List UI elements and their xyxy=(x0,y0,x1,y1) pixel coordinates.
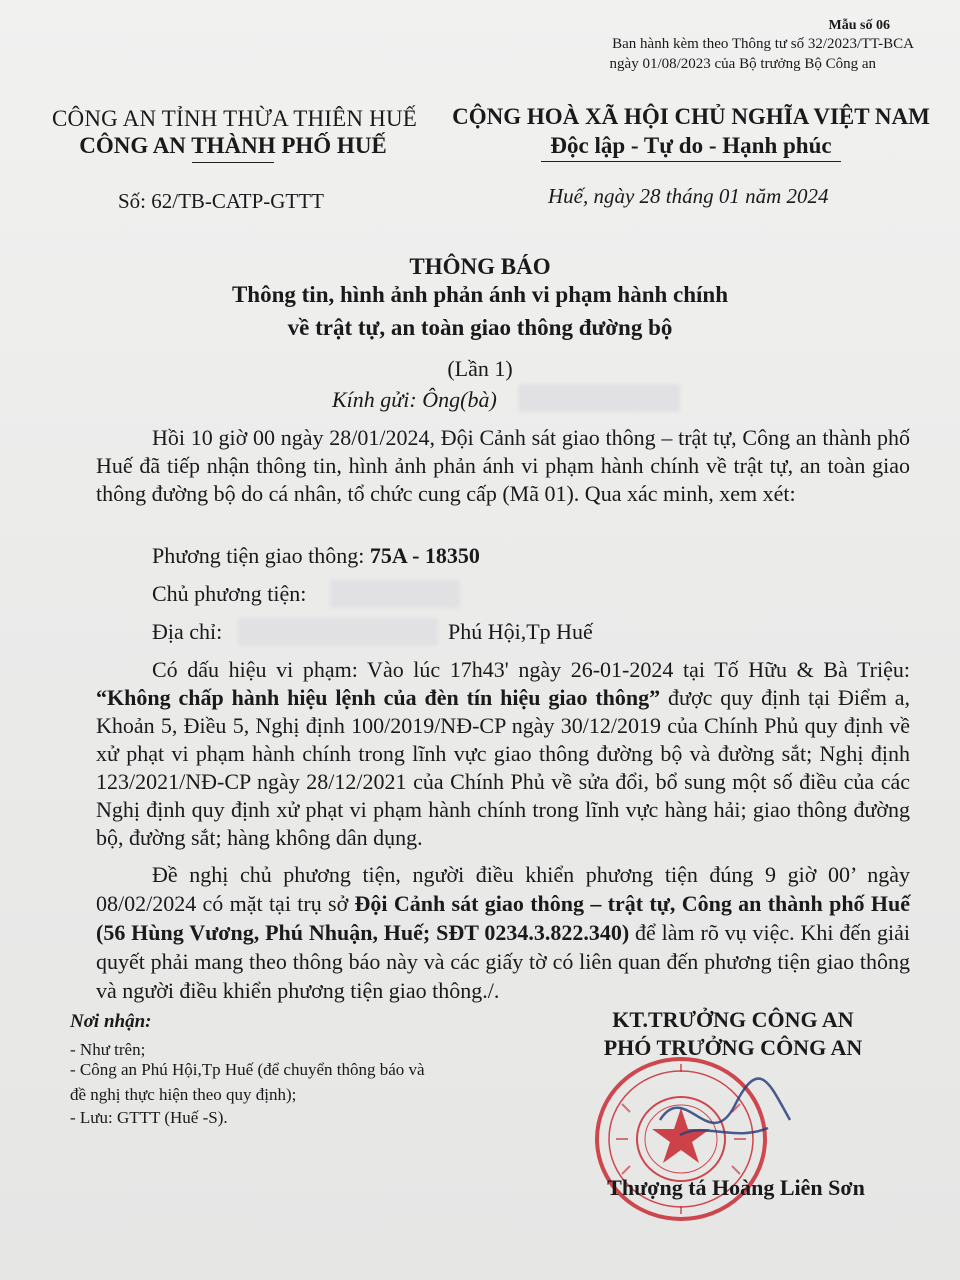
redacted-owner xyxy=(330,580,460,608)
recipient-item: - Công an Phú Hội,Tp Huế (để chuyển thông báo và xyxy=(70,1060,425,1079)
recipient-label: Kính gửi: Ông(bà) xyxy=(332,387,497,412)
issuer-header xyxy=(52,106,418,163)
form-legal-date: ngày 01/08/2023 của Bộ trưởng Bộ Công an xyxy=(609,56,876,72)
document-number: Số: 62/TB-CATP-GTTT xyxy=(118,189,324,213)
signature-title-1: KT.TRƯỞNG CÔNG AN xyxy=(612,1007,854,1032)
recipient-item: - Như trên; xyxy=(70,1040,146,1059)
violation-intro: Có dấu hiệu vi phạm: Vào lúc 17h43' ngày 26-01-2024 tại Tố Hữu & Bà Triệu: xyxy=(152,657,910,682)
recipient-item: đề nghị thực hiện theo quy định); xyxy=(70,1085,297,1104)
issuer-parent: CÔNG AN TỈNH THỪA THIÊN HUẾ xyxy=(52,106,418,131)
issuer-name: CÔNG AN THÀNH PHỐ HUẾ xyxy=(79,133,387,158)
paragraph-violation xyxy=(96,656,910,852)
form-legal-basis: Ban hành kèm theo Thông tư số 32/2023/TT-BCA xyxy=(612,36,914,52)
place-date: Huế, ngày 28 tháng 01 năm 2024 xyxy=(548,184,829,208)
request-location: Đội Cảnh sát giao thông – trật tự, Công an thành phố Huế (56 Hùng Vương, Phú Nhuận, Huế; SĐT 0234.3.822.340) xyxy=(96,891,910,945)
address-value: Phú Hội,Tp Huế xyxy=(448,619,593,644)
national-header xyxy=(450,104,932,162)
signature-title-2: PHÓ TRƯỞNG CÔNG AN xyxy=(603,1035,863,1060)
request-intro: Đề nghị chủ phương tiện, người điều khiển phương tiện đúng 9 giờ 00’ ngày 08/02/2024 có mặt tại trụ sở xyxy=(96,862,910,916)
vehicle-label: Phương tiện giao thông: xyxy=(152,543,370,568)
motto-underline xyxy=(541,161,841,162)
owner-label: Chủ phương tiện: xyxy=(152,581,307,606)
issuer-underline xyxy=(192,162,274,163)
recipients-label: Nơi nhận: xyxy=(70,1011,152,1032)
vehicle-plate: 75A - 18350 xyxy=(369,543,480,568)
violation-legal-basis: được quy định tại Điểm a, Khoản 5, Điều 5, Nghị định 100/2019/NĐ-CP ngày 30/12/2019 của Chính Phủ quy định về xử phạt vi phạm hành chính trong lĩnh vực giao thông đường bộ và đường sắt; Nghị định 123/2021/NĐ-CP ngày 28/12/2021 của Chính Phủ về sửa đổi, bổ sung một số điều của các Nghị định quy định xử phạt vi phạm hành chính trong lĩnh vực hàng hải; giao thông đường bộ, đường sắt; hàng không dân dụng. xyxy=(96,685,910,850)
republic-name: CỘNG HOÀ XÃ HỘI CHỦ NGHĨA VIỆT NAM xyxy=(452,104,930,129)
form-number: Mẫu số 06 xyxy=(828,18,890,33)
address-label: Địa chỉ: xyxy=(152,619,223,644)
signer-name: Thượng tá Hoàng Liên Sơn xyxy=(607,1175,865,1200)
document-subtitle-2: về trật tự, an toàn giao thông đường bộ xyxy=(287,315,673,340)
violation-description: “Không chấp hành hiệu lệnh của đèn tín hiệu giao thông” xyxy=(96,685,661,710)
redacted-address xyxy=(238,618,438,646)
document-title: THÔNG BÁO xyxy=(409,254,551,279)
document-subtitle-1: Thông tin, hình ảnh phản ánh vi phạm hành chính xyxy=(231,282,729,307)
vehicle-line xyxy=(152,543,480,569)
paragraph-intro: Hồi 10 giờ 00 ngày 28/01/2024, Đội Cảnh sát giao thông – trật tự, Công an thành phố Huế đã tiếp nhận thông tin, hình ảnh phản ánh vi phạm hành chính về trật tự, an toàn giao thông đường bộ do cá nhân, tổ chức cung cấp (Mã 01). Qua xác minh, xem xét: xyxy=(96,425,910,506)
national-motto: Độc lập - Tự do - Hạnh phúc xyxy=(550,133,832,158)
request-end: để làm rõ vụ việc. Khi đến giải quyết phải mang theo thông báo này và các giấy tờ có liên quan đến phương tiện giao thông và người điều khiển phương tiện giao thông./. xyxy=(96,920,910,1003)
redacted-recipient xyxy=(518,384,680,412)
paragraph-request xyxy=(96,860,910,1005)
issue-number: (Lần 1) xyxy=(447,356,513,381)
recipient-item: - Lưu: GTTT (Huế -S). xyxy=(70,1108,228,1127)
handwritten-signature-icon xyxy=(640,1060,800,1170)
